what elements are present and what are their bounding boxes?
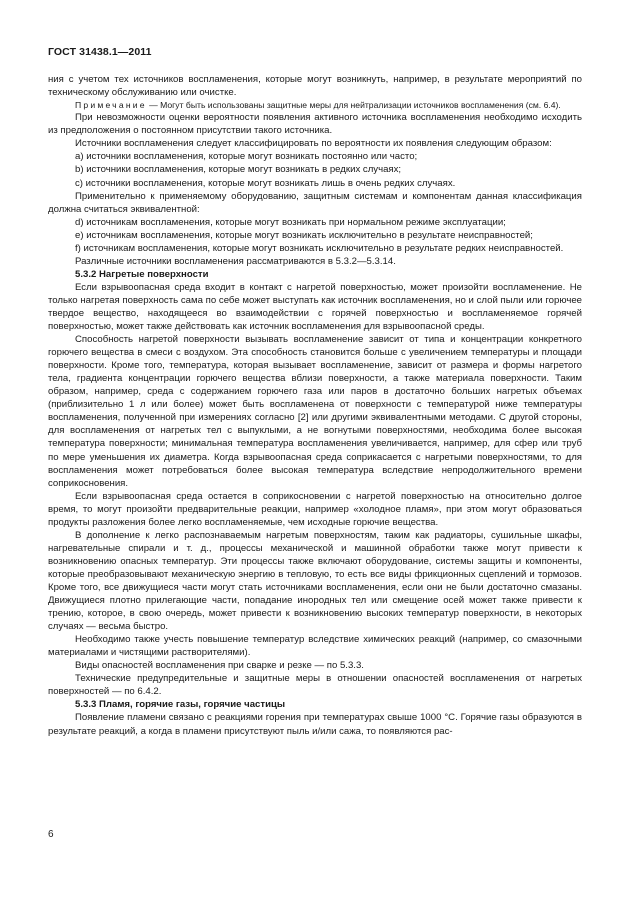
paragraph: Применительно к применяемому оборудованию, защитным системам и компонентам данная классификация должна считаться эквивалентной: — [48, 190, 582, 215]
paragraph: Если взрывоопасная среда остается в соприкосновении с нагретой поверхностью на относительно долгое время, то могут произойти предварительные реакции, например «холодное пламя», при этом могут образоваться продукты разложения более легко воспламеняемые, чем исходные горючие вещества. — [48, 490, 582, 528]
paragraph: Различные источники воспламенения рассматриваются в 5.3.2—5.3.14. — [75, 255, 396, 267]
paragraph: Если взрывоопасная среда входит в контакт с нагретой поверхностью, может произойти воспламенение. Не только нагретая поверхность сама по себе может выступать как источник воспламенения, но и слой пыли или горючее твердое вещество, находящееся во взаимодействии с горячей поверхностью и воспламеняемое горячей поверхностью, может также действовать как источник воспламенения для взрывоопасной среды. — [48, 281, 582, 333]
paragraph: При невозможности оценки вероятности появления активного источника воспламенения необходимо исходить из предположения о постоянном присутствии такого источника. — [48, 112, 582, 137]
note-label: Примечание — [75, 100, 147, 111]
list-item-a: a) источники воспламенения, которые могут возникать постоянно или часто; — [75, 151, 418, 163]
list-item-e: e) источникам воспламенения, которые могут возникать исключительно в результате неисправностей; — [75, 229, 533, 241]
note-paragraph — [48, 99, 582, 111]
list-item-d: d) источникам воспламенения, которые могут возникать при нормальном режиме эксплуатации; — [75, 216, 506, 228]
list-item-c: c) источники воспламенения, которые могут возникать лишь в очень редких случаях. — [75, 177, 456, 189]
page-number: 6 — [48, 829, 54, 840]
paragraph-continuation: ния с учетом тех источников воспламенения, которые могут возникнуть, например, в результате мероприятий по техническому обслуживанию или очистке. — [48, 74, 582, 99]
section-heading-5-3-3: 5.3.3 Пламя, горячие газы, горячие частицы — [75, 699, 286, 711]
page-header-standard-number: ГОСТ 31438.1—2011 — [48, 46, 152, 58]
paragraph: Источники воспламенения следует классифицировать по вероятности их появления следующим образом: — [75, 138, 552, 150]
note-text: — Могут быть использованы защитные меры для нейтрализации источников воспламенения (см. 6.4). — [146, 100, 561, 111]
document-body — [48, 73, 582, 738]
paragraph: Технические предупредительные и защитные меры в отношении опасностей воспламенения от нагретых поверхностей — по 6.4.2. — [48, 673, 582, 698]
paragraph: Необходимо также учесть повышение температур вследствие химических реакций (например, со смазочными материалами и чистящими растворителями). — [48, 634, 582, 659]
list-item-f: f) источникам воспламенения, которые могут возникать исключительно в результате редких неисправностей. — [75, 242, 564, 254]
paragraph: Виды опасностей воспламенения при сварке и резке — по 5.3.3. — [75, 660, 364, 672]
paragraph: Способность нагретой поверхности вызывать воспламенение зависит от типа и концентрации конкретного горючего вещества в смеси с воздухом. Эта способность становится больше с увеличением температуры и площади поверхности. Кроме того, температура, которая вызывает воспламенение, зависит от размера и формы нагретого тела, градиента концентрации горючего вещества вблизи поверхности, а также материала поверхности. Таким образом, например, среда с содержанием горючего газа или паров в достаточно больших нагретых объемах (приблизительно 1 л или более) может быть воспламенена от поверхности с температурой ниже температуры воспламенения, полученной при измерениях согласно [2] или другими эквивалентными методами. С другой стороны, для воспламенения от нагретых тел с выпуклыми, а не вогнутыми поверхностями, необходима более высокая температура поверхности; минимальная температура воспламенения увеличивается, например, для сфер или труб по мере уменьшения их диаметра. Когда взрывоопасная среда соприкасается с нагретыми поверхностями, то для воспламенения может потребоваться более высокая температура вследствие непродолжительного времени соприкосновения. — [48, 334, 582, 489]
list-item-b: b) источники воспламенения, которые могут возникать в редких случаях; — [75, 164, 402, 176]
section-heading-5-3-2: 5.3.2 Нагретые поверхности — [75, 268, 209, 280]
paragraph: Появление пламени связано с реакциями горения при температурах свыше 1000 °С. Горячие газы образуются в результате реакций, а когда в пламени присутствуют пыль и/или сажа, то появляются рас- — [48, 712, 582, 737]
paragraph: В дополнение к легко распознаваемым нагретым поверхностям, таким как радиаторы, сушильные шкафы, нагревательные спирали и т. д., процессы механической и машинной обработки также могут привести к возникновению опасных температур. Эти процессы также включают оборудование, системы защиты и компоненты, которые преобразовывают механическую энергию в тепловую, то есть все виды фрикционных сцеплений и тормозов. Кроме того, все движущиеся части могут стать источниками воспламенения, если они не были достаточно смазаны. Движущиеся плотно прилегающие части, попадание инородных тел или смещение осей может также привести к трению, которое, в свою очередь, может привести к возникновению высоких температур поверхности, в некоторых случаях — весьма быстро. — [48, 529, 582, 633]
